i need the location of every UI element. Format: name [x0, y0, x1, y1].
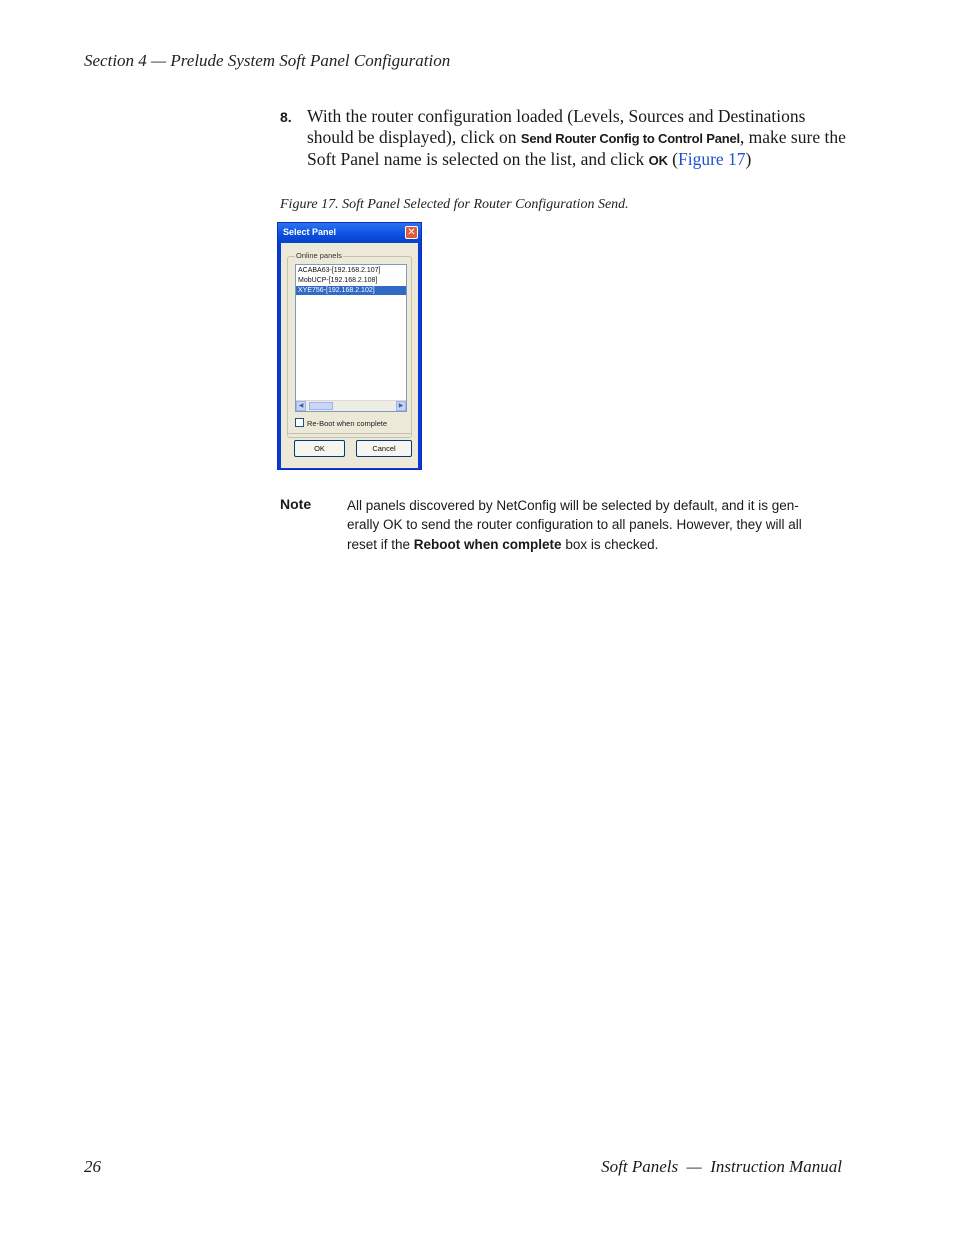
cancel-button[interactable]: Cancel	[356, 440, 412, 457]
step-8	[280, 106, 850, 171]
step-text-3: (	[667, 149, 678, 169]
horizontal-scrollbar[interactable]	[296, 400, 406, 411]
dialog-title: Select Panel	[283, 227, 337, 237]
send-router-config-label: Send Router Config to Control Panel	[520, 131, 740, 146]
step-text	[307, 106, 850, 171]
note-text-2: box is checked.	[561, 536, 659, 552]
list-item-selected[interactable]: XYE756-[192.168.2.102]	[296, 286, 406, 295]
close-icon[interactable]: ✕	[405, 226, 418, 239]
list-item[interactable]: ACABA63-[192.168.2.107]	[298, 267, 381, 274]
figure-17-link[interactable]: Figure 17	[677, 149, 746, 169]
list-item[interactable]: MobUCP-[192.168.2.108]	[298, 277, 378, 284]
reboot-checkbox-label: Re-Boot when complete	[307, 419, 388, 428]
online-panels-label: Online panels	[296, 251, 342, 260]
online-panels-list[interactable]	[295, 264, 407, 412]
step-number: 8.	[280, 109, 292, 125]
step-text-4: )	[745, 149, 752, 169]
page-number: 26	[84, 1157, 101, 1176]
section-header: Section 4 — Prelude System Soft Panel Configuration	[84, 51, 451, 70]
reboot-checkbox[interactable]	[295, 418, 304, 427]
dialog-separator	[287, 433, 412, 434]
figure-caption: Figure 17. Soft Panel Selected for Router Configuration Send.	[280, 197, 629, 212]
note-text	[347, 496, 817, 554]
scroll-thumb[interactable]	[309, 402, 333, 410]
note-bold-text: Reboot when complete	[413, 536, 562, 552]
select-panel-dialog	[277, 222, 422, 470]
footer-title: Soft Panels — Instruction Manual	[601, 1157, 842, 1176]
dialog-client	[281, 243, 418, 468]
dialog-titlebar[interactable]	[278, 223, 421, 243]
note-text-1: All panels discovered by NetConfig will be selected by default, and it is gen-erally OK to send the router configuration to all panels. However, they will all reset if the	[347, 498, 802, 552]
step-text-1: With the router configuration loaded (Levels, Sources and Destinations should be displayed), click on	[307, 106, 806, 147]
step-text-2: , make sure the Soft Panel name is selected on the list, and click	[307, 127, 846, 169]
ok-label: OK	[648, 153, 668, 168]
reboot-checkbox-row[interactable]	[295, 418, 387, 428]
ok-button[interactable]: OK	[294, 440, 345, 457]
scroll-right-icon[interactable]: ▶	[396, 401, 406, 411]
scroll-left-icon[interactable]: ◀	[296, 401, 306, 411]
note-label: Note	[280, 496, 312, 512]
